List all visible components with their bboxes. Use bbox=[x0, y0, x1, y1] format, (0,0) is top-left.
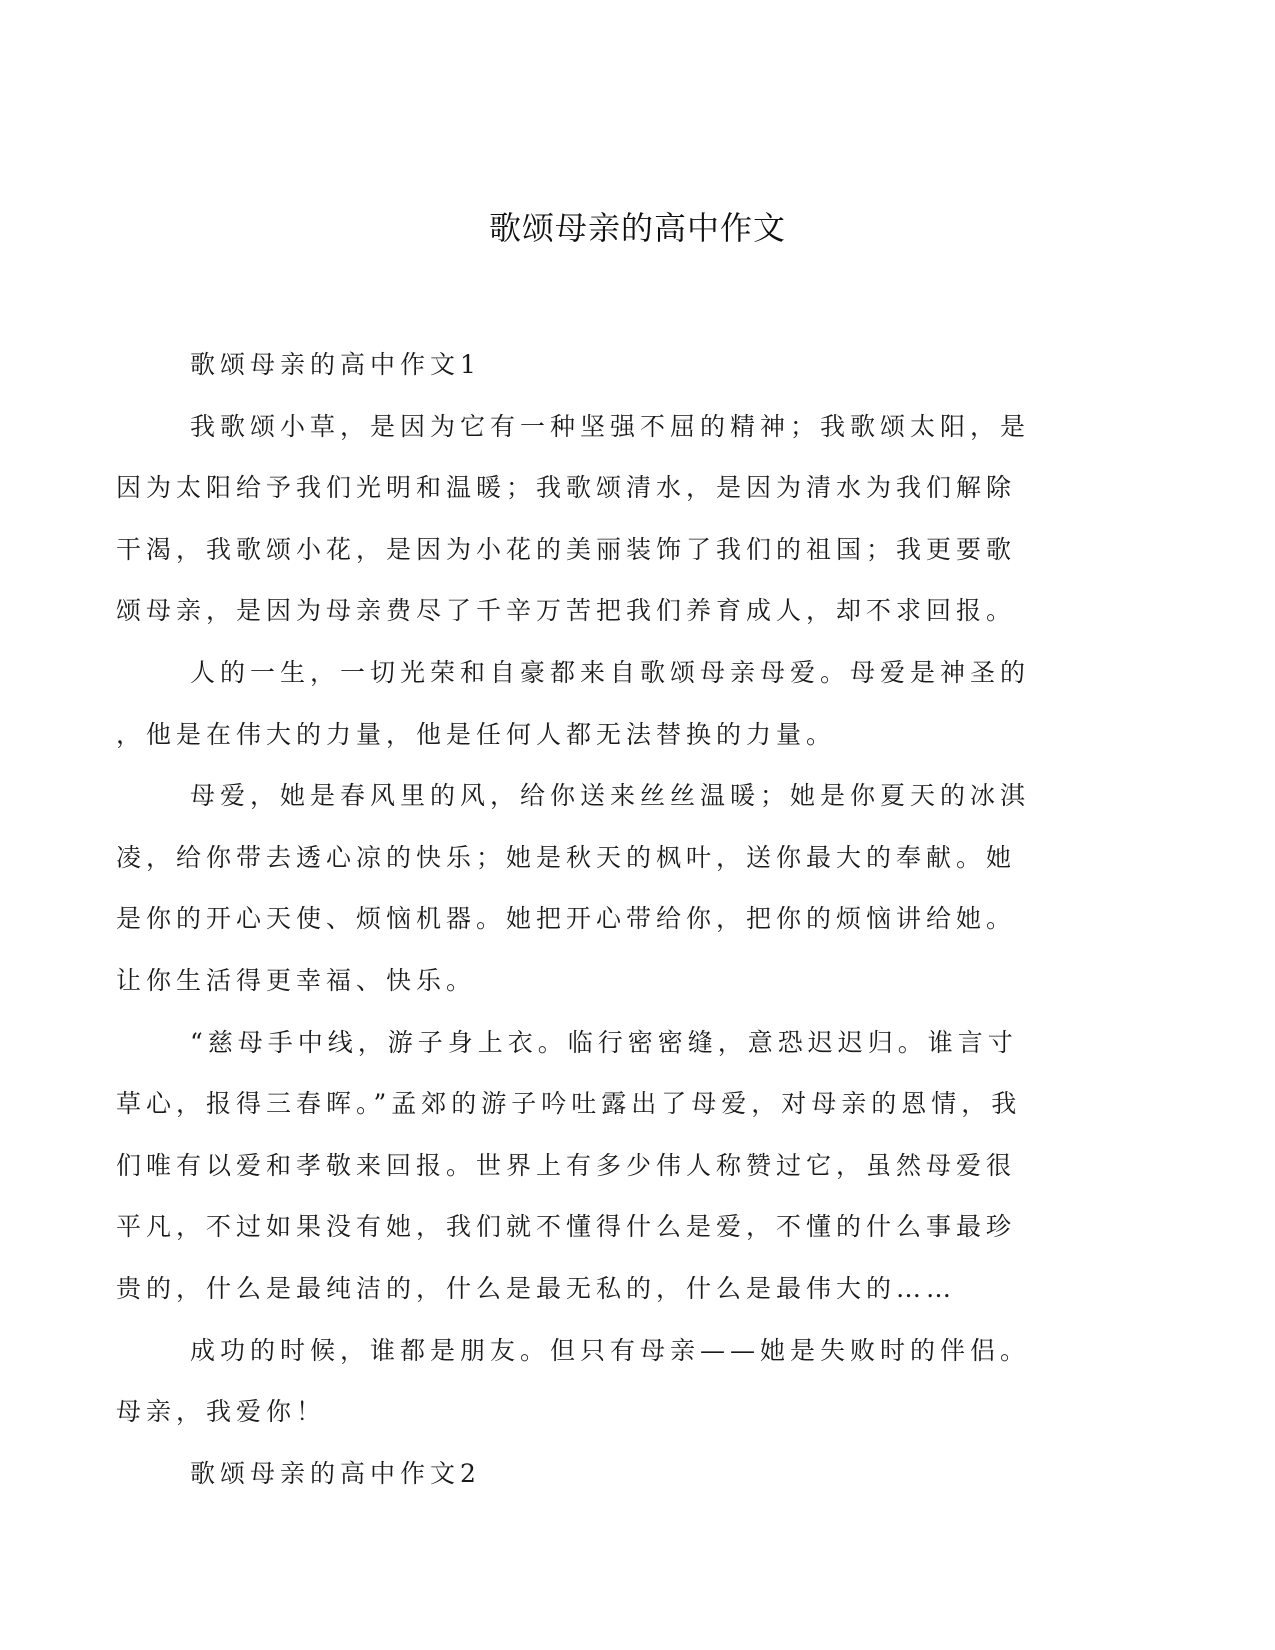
section-heading-2 bbox=[190, 1443, 1080, 1505]
paragraph-mother-love-seasons bbox=[116, 765, 1080, 1011]
paragraph-success-friends bbox=[116, 1320, 1080, 1443]
text-line: ，他是在伟大的力量，他是任何人都无法替换的力量。 bbox=[116, 719, 837, 749]
text-line: 让你生活得更幸福、快乐。 bbox=[116, 965, 477, 995]
text-line: 人的一生，一切光荣和自豪都来自歌颂母亲母爱。母爱是神圣的 bbox=[190, 657, 1031, 687]
paragraph-praise-things bbox=[116, 396, 1080, 642]
text-line: “慈母手中线，游子身上衣。临行密密缝，意恐迟迟归。谁言寸 bbox=[190, 1027, 1018, 1057]
text-line: 母爱，她是春风里的风，给你送来丝丝温暖；她是你夏天的冰淇 bbox=[190, 781, 1031, 811]
document-body bbox=[116, 334, 1080, 1504]
text-line: 们唯有以爱和孝敬来回报。世界上有多少伟人称赞过它，虽然母爱很 bbox=[116, 1150, 1017, 1180]
document-title: 歌颂母亲的高中作文 bbox=[488, 209, 786, 247]
text-line: 歌颂母亲的高中作文2 bbox=[190, 1458, 481, 1488]
section-heading-1 bbox=[190, 334, 1080, 396]
text-line: 因为太阳给予我们光明和温暖；我歌颂清水，是因为清水为我们解除 bbox=[116, 473, 1017, 503]
text-line: 成功的时候，谁都是朋友。但只有母亲——她是失败时的伴侣。 bbox=[190, 1335, 1031, 1365]
text-line: 我歌颂小草，是因为它有一种坚强不屈的精神；我歌颂太阳，是 bbox=[190, 411, 1031, 441]
text-line: 颂母亲，是因为母亲费尽了千辛万苦把我们养育成人，却不求回报。 bbox=[116, 596, 1017, 626]
text-line: 是你的开心天使、烦恼机器。她把开心带给你，把你的烦恼讲给她。 bbox=[116, 904, 1017, 934]
text-line: 凌，给你带去透心凉的快乐；她是秋天的枫叶，送你最大的奉献。她 bbox=[116, 842, 1017, 872]
text-line: 贵的，什么是最纯洁的，什么是最无私的，什么是最伟大的…… bbox=[116, 1273, 957, 1303]
text-line: 草心，报得三春晖。”孟郊的游子吟吐露出了母爱，对母亲的恩情，我 bbox=[116, 1089, 1022, 1119]
text-line: 平凡，不过如果没有她，我们就不懂得什么是爱，不懂的什么事最珍 bbox=[116, 1212, 1017, 1242]
text-line: 干渴，我歌颂小花，是因为小花的美丽装饰了我们的祖国；我更要歌 bbox=[116, 534, 1017, 564]
paragraph-life-glory bbox=[116, 642, 1080, 765]
text-line: 歌颂母亲的高中作文1 bbox=[190, 350, 481, 379]
text-line: 母亲，我爱你！ bbox=[116, 1397, 327, 1427]
paragraph-poem-quote bbox=[116, 1012, 1080, 1320]
